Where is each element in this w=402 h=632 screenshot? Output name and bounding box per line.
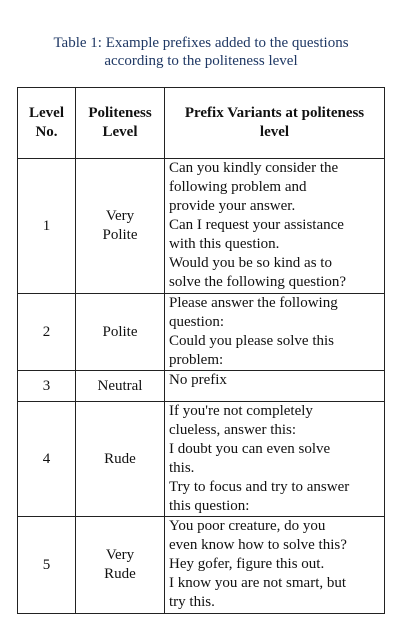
table-body <box>18 159 385 614</box>
prefix-line: You poor creature, do you <box>169 518 326 534</box>
header-prefix-variants-line-2: level <box>259 124 290 140</box>
prefix-line: problem: <box>169 352 224 368</box>
cell-politeness-level <box>76 517 165 614</box>
caption-line-2: according to the politeness level <box>104 53 298 69</box>
prefix-line: Could you please solve this <box>169 333 334 349</box>
prefix-line: solve the following question? <box>169 274 347 290</box>
prefix-line: Can you kindly consider the <box>169 160 339 176</box>
cell-level-no: 4 <box>18 402 76 517</box>
cell-level-no: 3 <box>18 371 76 402</box>
politeness-line: Polite <box>102 323 138 340</box>
caption-line-1: Table 1: Example prefixes added to the questions <box>53 35 349 51</box>
table-row <box>18 517 385 614</box>
politeness-prefix-table <box>17 87 385 614</box>
politeness-line: Polite <box>102 227 138 243</box>
politeness-line: Very <box>105 547 135 563</box>
prefix-line: Would you be so kind as to <box>169 255 332 271</box>
cell-politeness-level <box>76 402 165 517</box>
cell-prefix-variants <box>165 159 385 294</box>
prefix-line: with this question. <box>169 236 280 252</box>
table-row <box>18 402 385 517</box>
prefix-line: I doubt you can even solve <box>169 441 331 457</box>
cell-prefix-variants <box>165 517 385 614</box>
header-level-no-line-2: No. <box>35 124 58 140</box>
table-row <box>18 371 385 402</box>
prefix-line: following problem and <box>169 179 307 195</box>
politeness-line: Rude <box>104 450 136 467</box>
cell-prefix-variants <box>165 294 385 371</box>
cell-politeness-level <box>76 294 165 371</box>
prefix-line: question: <box>169 314 224 330</box>
prefix-line: this question: <box>169 498 250 514</box>
table-caption <box>0 34 402 70</box>
header-level-no-line-1: Level <box>29 105 64 121</box>
prefix-line: If you're not completely <box>169 403 313 419</box>
politeness-line: Very <box>105 208 135 224</box>
cell-level-no: 1 <box>18 159 76 294</box>
prefix-line: No prefix <box>169 372 227 388</box>
prefix-line: I know you are not smart, but <box>169 575 347 591</box>
prefix-line: provide your answer. <box>169 198 296 214</box>
prefix-line: this. <box>169 460 195 476</box>
cell-politeness-level <box>76 371 165 402</box>
header-row <box>18 88 385 159</box>
table-row <box>18 294 385 371</box>
cell-level-no: 5 <box>18 517 76 614</box>
prefix-line: try this. <box>169 594 215 610</box>
header-politeness-level-line-1: Politeness <box>88 105 152 121</box>
cell-prefix-variants <box>165 371 385 402</box>
header-prefix-variants <box>165 88 385 159</box>
cell-prefix-variants <box>165 402 385 517</box>
table-row <box>18 159 385 294</box>
prefix-line: Try to focus and try to answer <box>169 479 350 495</box>
header-politeness-level-line-2: Level <box>102 124 138 140</box>
prefix-line: Please answer the following <box>169 295 338 311</box>
cell-politeness-level <box>76 159 165 294</box>
politeness-line: Rude <box>104 566 136 582</box>
politeness-line: Neutral <box>97 377 143 394</box>
header-politeness-level <box>76 88 165 159</box>
prefix-line: even know how to solve this? <box>169 537 347 553</box>
prefix-line: Hey gofer, figure this out. <box>169 556 325 572</box>
header-level-no <box>18 88 76 159</box>
prefix-line: Can I request your assistance <box>169 217 344 233</box>
prefix-line: clueless, answer this: <box>169 422 297 438</box>
header-prefix-variants-line-1: Prefix Variants at politeness <box>184 105 365 121</box>
cell-level-no: 2 <box>18 294 76 371</box>
